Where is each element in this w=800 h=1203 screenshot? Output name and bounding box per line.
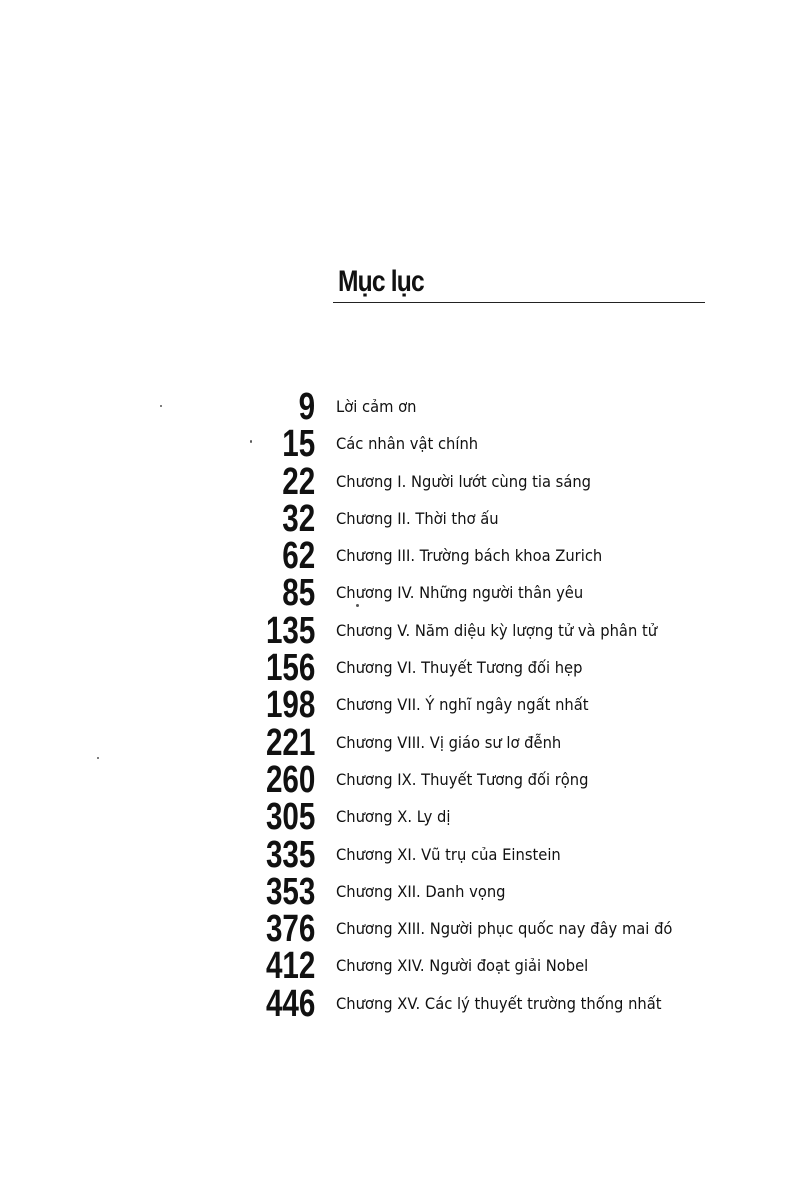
toc-entry[interactable] (0, 647, 800, 690)
toc-entry[interactable] (0, 945, 800, 988)
toc-entry[interactable] (0, 684, 800, 727)
toc-entry[interactable] (0, 497, 800, 540)
scan-speck (97, 757, 99, 759)
toc-entry-title[interactable]: Các nhân vật chính (336, 434, 479, 454)
toc-page-number: 9 (298, 386, 315, 428)
toc-entry-title[interactable]: Chương V. Năm diệu kỳ lượng tử và phân tử (336, 620, 658, 640)
toc-entry[interactable] (0, 572, 800, 615)
toc-entry-title[interactable]: Lời cảm ơn (336, 397, 417, 416)
toc-page-number: 156 (265, 647, 315, 690)
toc-page-number: 15 (282, 423, 315, 466)
toc-page-number: 62 (282, 535, 315, 578)
table-of-contents (0, 386, 800, 1025)
scan-speck (160, 405, 162, 407)
toc-entry-title[interactable]: Chương XI. Vũ trụ của Einstein (336, 844, 561, 864)
toc-page-number: 376 (265, 908, 315, 951)
toc-page-number: 85 (282, 572, 315, 615)
toc-entry[interactable] (0, 609, 800, 652)
toc-page-number: 353 (265, 870, 315, 913)
toc-entry[interactable] (0, 982, 800, 1025)
title-underline (333, 302, 705, 303)
toc-entry[interactable] (0, 386, 800, 428)
toc-page-number: 198 (265, 684, 315, 727)
toc-entry-title[interactable]: Chương XII. Danh vọng (336, 881, 506, 901)
toc-page-number: 412 (265, 945, 315, 988)
toc-page-number: 32 (282, 497, 315, 540)
scan-speck (356, 604, 359, 607)
toc-entry-title[interactable]: Chương II. Thời thơ ấu (336, 508, 499, 528)
toc-entry-title[interactable]: Chương VII. Ý nghĩ ngây ngất nhất (336, 695, 589, 715)
scan-speck (250, 440, 252, 443)
toc-page-number: 135 (265, 609, 315, 652)
toc-entry-title[interactable]: Chương XIII. Người phục quốc nay đây mai đó (336, 919, 673, 939)
toc-page-number: 221 (265, 721, 315, 764)
toc-entry[interactable] (0, 870, 800, 913)
toc-entry-title[interactable]: Chương X. Ly dị (336, 807, 451, 827)
toc-page-number: 446 (265, 982, 315, 1025)
toc-entry-title[interactable]: Chương IX. Thuyết Tương đối rộng (336, 769, 589, 789)
toc-page-number: 260 (265, 758, 315, 801)
toc-entry-title[interactable]: Chương IV. Những người thân yêu (336, 583, 584, 603)
toc-entry[interactable] (0, 721, 800, 764)
toc-entry[interactable] (0, 758, 800, 801)
toc-entry-title[interactable]: Chương XV. Các lý thuyết trường thống nhất (336, 993, 662, 1013)
toc-page-number: 22 (282, 460, 315, 503)
toc-entry[interactable] (0, 423, 800, 466)
page-title: Mục lục (338, 265, 424, 298)
toc-entry-title[interactable]: Chương III. Trường bách khoa Zurich (336, 546, 603, 566)
toc-entry-title[interactable]: Chương VIII. Vị giáo sư lơ đễnh (336, 732, 562, 752)
toc-entry[interactable] (0, 535, 800, 578)
toc-entry-title[interactable]: Chương XIV. Người đoạt giải Nobel (336, 956, 589, 976)
toc-page-number: 335 (265, 833, 315, 876)
toc-entry-title[interactable]: Chương I. Người lướt cùng tia sáng (336, 471, 592, 491)
toc-entry[interactable] (0, 833, 800, 876)
toc-entry[interactable] (0, 796, 800, 839)
toc-entry[interactable] (0, 460, 800, 503)
toc-entry[interactable] (0, 908, 800, 951)
toc-entry-title[interactable]: Chương VI. Thuyết Tương đối hẹp (336, 658, 583, 678)
toc-page-number: 305 (265, 796, 315, 839)
